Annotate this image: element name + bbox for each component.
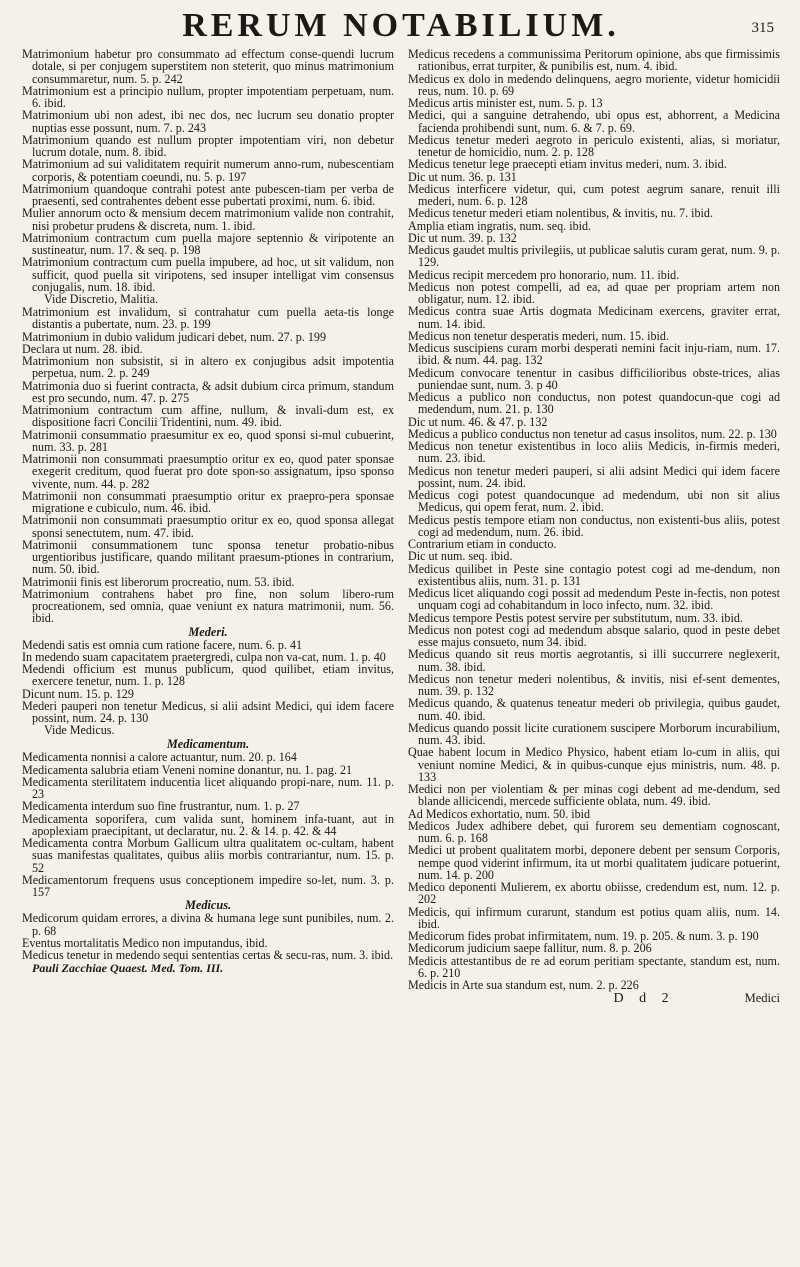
index-entry: Medicus cogi potest quandocunque ad medendum, ubi non sit alius Medicus, qui opem ferat, num. 2. ibid. bbox=[408, 488, 780, 515]
index-entry: Medicus quando possit licite curationem suscipere Morborum incurabilium, num. 43. ibid. bbox=[408, 720, 780, 747]
index-entry: Medicus a publico non conductus, non potest quandocun-que cogi ad medendum, num. 21. p. 130 bbox=[408, 390, 780, 417]
index-entry: Medicus tempore Pestis potest servire per substitutum, num. 33. ibid. bbox=[408, 610, 743, 625]
index-entry: Medicus non tenetur existentibus in loco aliis Medicis, in-firmis mederi, num. 23. ibid. bbox=[408, 439, 780, 466]
index-entry: Dic ut num. seq. ibid. bbox=[408, 549, 513, 564]
section-heading: Mederi. bbox=[188, 624, 228, 639]
index-entry: Medendi satis est omnia cum ratione facere, num. 6. p. 41 bbox=[22, 637, 303, 652]
index-entry: Medicus tenetur mederi etiam nolentibus, & invitis, nu. 7. ibid. bbox=[408, 206, 713, 221]
index-entry: Mederi pauperi non tenetur Medicus, si alii adsint Medici, qui idem facere possint, num. 24. p. 130 bbox=[22, 698, 394, 725]
index-entry: Matrimonii consummatio praesumitur ex eo, quod sponsi si-mul cubuerint, num. 33. p. 281 bbox=[22, 427, 394, 454]
index-entry: Medicus recipit mercedem pro honorario, num. 11. ibid. bbox=[408, 267, 680, 282]
index-entry: Matrimonium non subsistit, si in altero ex conjugibus adsit impotentia perpetua, num. 2. p. 249 bbox=[22, 354, 394, 381]
index-entry: Medicus quando, & quatenus teneatur mederi ob privilegia, quibus gaudet, num. 40. ibid. bbox=[408, 696, 780, 723]
index-entry: Matrimonium in dubio validum judicari debet, num. 27. p. 199 bbox=[22, 329, 326, 344]
index-entry: Matrimonii non consummati praesumptio oritur ex eo, quod sponsa allegat sponsi senectutem, num. 47. ibid. bbox=[22, 513, 394, 540]
index-entry: Medicamenta salubria etiam Veneni nomine donantur, nu. 1. pag. 21 bbox=[22, 762, 353, 777]
index-entry: Medici, qui a sanguine detrahendo, ubi opus est, abhorrent, a Medicina facienda prohibendi sunt, num. 6. & 7. p. 69. bbox=[408, 108, 780, 135]
index-entry: Amplia etiam ingratis, num. seq. ibid. bbox=[408, 218, 592, 233]
index-entry: Matrimonium ad sui validitatem requirit numerum anno-rum, nubescentiam corporis, & potentiam coeundi, nu. 5. p. 197 bbox=[22, 157, 394, 184]
section-heading: Medicus. bbox=[184, 898, 232, 913]
index-entry: Medicus non tenetur desperatis mederi, num. 15. ibid. bbox=[408, 328, 669, 343]
index-entry: Medici ut probent qualitatem morbi, deponere debent per sensum Corporis, nempe quod viderint infirmum, ita ut morbi qualitatem judicare potuerint, num. 14. p. 200 bbox=[408, 843, 780, 882]
index-entry: Matrimonium habetur pro consummato ad effectum conse-quendi lucrum dotale, si per conjugem superstitem non steterit, quo minus matrimonium consummaretur, num. 5. p. 242 bbox=[22, 47, 394, 86]
index-entry: Matrimonii finis est liberorum procreatio, num. 53. ibid. bbox=[22, 574, 295, 589]
index-entry: Matrimonium contractum cum affine, nullum, & invali-dum est, ex dispositione facri Concilii Tridentini, num. 49. ibid. bbox=[22, 403, 394, 430]
index-entry: Medicus suscipiens curam morbi desperati nemini facit inju-riam, num. 17. ibid. & num. 44. pag. 132 bbox=[408, 341, 780, 368]
index-entry: Medicamenta nonnisi a calore actuantur, num. 20. p. 164 bbox=[22, 750, 297, 765]
index-entry: Medicus non potest cogi ad medendum absque salario, quod in peste debet esse majus consueto, num 34. ibid. bbox=[408, 622, 780, 649]
index-entry: Medicis, qui infirmum curarunt, standum est potius quam aliis, num. 14. ibid. bbox=[408, 904, 780, 931]
index-entry: Quae habent locum in Medico Physico, habent etiam lo-cum in aliis, qui veniunt nomine Medici, & in quibus-cunque ejus ministris, num. 48. p. 133 bbox=[408, 745, 780, 784]
index-entry: Medicis attestantibus de re ad eorum peritiam spectante, standum est, num. 6. p. 210 bbox=[408, 953, 780, 980]
index-entry: Matrimonii consummationem tunc sponsa tenetur probatio-nibus urgentioribus justificare, quando militant praesum-ptiones in contrarium, num. 50. ibid. bbox=[22, 537, 394, 577]
index-entry: Medicus ex dolo in medendo delinquens, aegro moriente, videtur homicidii reus, num. 10. p. 69 bbox=[408, 71, 780, 98]
index-entry: Matrimonium quandoque contrahi potest ante pubescen-tiam per verba de praesenti, sed contrahentes debent esse pubertati proximi, num. 6. ibid. bbox=[22, 181, 394, 208]
index-entry: Ad Medicos exhortatio, num. 50. ibid bbox=[408, 806, 591, 821]
index-entry: Contrarium etiam in conducto. bbox=[408, 537, 557, 551]
index-entry: Medicus gaudet multis privilegiis, ut publicae salutis curam gerat, num. 9. p. 129. bbox=[408, 243, 780, 270]
index-entry: Medicus tenetur lege praecepti etiam invitus mederi, num. 3. ibid. bbox=[408, 157, 727, 172]
index-entry: Matrimonium est a principio nullum, propter impotentiam perpetuam, num. 6. ibid. bbox=[22, 83, 394, 110]
index-entry: Medicus licet aliquando cogi possit ad medendum Peste in-fectis, non potest unquam cogi ad cohabitandum in loco infecto, num. 32. ibid. bbox=[408, 586, 780, 613]
index-entry: Medicus interficere videtur, qui, cum potest aegrum sanare, renuit illi mederi, num. 6. p. 128 bbox=[408, 181, 780, 208]
index-entry: Medicum convocare tenentur in casibus difficilioribus obste-trices, alias puniendae sunt, num. 3. p 40 bbox=[408, 365, 780, 392]
volume-footer: Pauli Zacchiae Quaest. Med. Tom. III. bbox=[32, 961, 224, 976]
index-entry: Eventus mortalitatis Medico non imputandus, ibid. bbox=[22, 935, 268, 950]
cross-reference: Vide Medicus. bbox=[44, 723, 115, 738]
index-entry: Mulier annorum octo & mensium decem matrimonium valide non contrahit, nisi probetur prudens & discreta, num. 1. ibid. bbox=[22, 206, 394, 233]
signature-mark: D d 2 bbox=[613, 991, 675, 1007]
index-entry: Medicus non tenetur mederi nolentibus, & invitis, nisi ef-sent dementes, num. 39. p. 132 bbox=[408, 671, 780, 698]
index-entry: Matrimonium contractum cum puella impubere, ad hoc, ut sit validum, non sufficit, quod puella sit viripotens, sed insuper intelligat vim consensus conjugalis, num. 18. ibid. bbox=[22, 255, 394, 294]
index-entry: Matrimonium ubi non adest, ibi nec dos, nec lucrum seu donatio propter nuptias esse possunt, num. 7. p. 243 bbox=[22, 108, 394, 135]
index-entry: Medicis in Arte sua standum est, num. 2. p. 226 bbox=[408, 978, 639, 992]
index-entry: Medicus non potest compelli, ad ea, ad quae per propriam artem non obligatur, num. 12. ibid. bbox=[408, 279, 780, 306]
index-entry: Medicus artis minister est, num. 5. p. 13 bbox=[408, 96, 603, 110]
index-columns bbox=[22, 48, 780, 1006]
running-title: RERUM NOTABILIUM. bbox=[182, 7, 620, 44]
index-entry: Medicorum quidam errores, a divina & humana lege sunt punibiles, num. 2. p. 68 bbox=[22, 911, 394, 938]
index-entry: Dic ut num. 36. p. 131 bbox=[408, 169, 517, 184]
index-entry: Medicus a publico conductus non tenetur ad casus insolitos, num. 22. p. 130 bbox=[408, 426, 777, 441]
left-column bbox=[22, 48, 394, 1006]
section-heading: Medicamentum. bbox=[166, 737, 250, 752]
index-entry: Medicus non tenetur mederi pauperi, si alii adsint Medici qui idem facere possint, num. 24. ibid. bbox=[408, 463, 780, 490]
index-entry: In medendo suam capacitatem praetergredi, culpa non va-cat, num. 1. p. 40 bbox=[22, 649, 386, 664]
index-entry: Matrimonium contractum cum puella majore septennio & viripotente an sustineatur, num. 17. & seq. p. 198 bbox=[22, 230, 394, 257]
index-entry: Medico deponenti Mulierem, ex abortu obiisse, credendum est, num. 12. p. 202 bbox=[408, 880, 780, 907]
index-entry: Medicamenta soporifera, cum valida sunt, hominem infa-tuant, aut in apoplexiam praecipitant, ut declaratur, nu. 2. & 14. p. 42. & 44 bbox=[22, 811, 394, 838]
index-entry: Medicus quando sit reus mortis aegrotantis, si illi succurrere neglexerit, num. 38. ibid. bbox=[408, 647, 780, 674]
index-entry: Medicos Judex adhibere debet, qui furorem seu dementiam cognoscant, num. 6. p. 168 bbox=[408, 818, 780, 845]
index-entry: Medicorum fides probat infirmitatem, num. 19. p. 205. & num. 3. p. 190 bbox=[408, 929, 759, 943]
index-entry: Dic ut num. 46. & 47. p. 132 bbox=[408, 414, 548, 429]
page-header bbox=[22, 6, 780, 48]
right-column bbox=[408, 48, 780, 1006]
index-entry: Matrimonium est invalidum, si contrahatur cum puella aeta-tis longe distantis a pubertate, num. 23. p. 199 bbox=[22, 305, 394, 332]
index-entry: Dicunt num. 15. p. 129 bbox=[22, 686, 134, 701]
index-entry: Medicorum judicium saepe fallitur, num. 8. p. 206 bbox=[408, 941, 652, 956]
index-entry: Dic ut num. 39. p. 132 bbox=[408, 230, 517, 245]
index-entry: Medicamenta sterilitatem inducentia licet aliquando propi-nare, num. 11. p. 23 bbox=[22, 774, 394, 801]
page-number: 315 bbox=[751, 20, 774, 36]
index-entry: Matrimonii non consummati praesumptio oritur ex praepro-pera sponsae migratione e cubiculo, num. 46. ibid. bbox=[22, 488, 394, 515]
index-entry: Matrimonium quando est nullum propter impotentiam viri, non debetur lucrum dotale, num. 8. ibid. bbox=[22, 132, 394, 159]
index-entry: Medici non per violentiam & per minas cogi debent ad me-dendum, sed blande allicicendi, mercede sufficiente oblata, num. 49. ibid. bbox=[408, 782, 780, 809]
index-entry: Matrimonium contrahens habet pro fine, non solum libero-rum procreationem, sed omnia, quae veniunt ex natura matrimonii, num. 56. ibid. bbox=[22, 586, 394, 626]
index-entry: Medicus pestis tempore etiam non conductus, non existenti-bus aliis, potest cogi ad medendum, num. 26. ibid. bbox=[408, 512, 780, 539]
index-entry: Medicus quilibet in Peste sine contagio potest cogi ad me-dendum, non existentibus aliis, num. 31. p. 131 bbox=[408, 561, 780, 588]
index-entry: Medicus tenetur mederi aegroto in periculo existenti, alias, si moriatur, tenetur de homicidio, num. 2. p. 128 bbox=[408, 132, 780, 159]
index-entry: Medicus contra suae Artis dogmata Medicinam exercens, graviter errat, num. 14. ibid. bbox=[408, 304, 780, 331]
index-entry: Medicamentorum frequens usus conceptionem impedire so-let, num. 3. p. 157 bbox=[22, 872, 394, 899]
signature-line bbox=[408, 991, 780, 1006]
index-entry: Medicamenta contra Morbum Gallicum ultra qualitatem oc-cultam, habent suas manifestas qualitates, quibus aliis morbis contrariantur, num. 15. p. 52 bbox=[22, 836, 394, 875]
index-entry: Declara ut num. 28. ibid. bbox=[22, 341, 143, 356]
index-entry: Matrimonia duo si fuerint contracta, & adsit dubium circa primum, standum est pro secundo, num. 47. p. 275 bbox=[22, 378, 394, 405]
index-entry: Medicamenta interdum suo fine frustrantur, num. 1. p. 27 bbox=[22, 799, 300, 814]
cross-reference: Vide Discretio, Malitia. bbox=[44, 292, 159, 306]
catchword: Medici bbox=[744, 991, 780, 1006]
index-entry: Medicus recedens a communissima Peritorum opinione, abs que firmissimis rationibus, errat turpiter, & punibilis est, num. 4. ibid. bbox=[408, 47, 780, 74]
index-entry: Matrimonii non consummati praesumptio oritur ex eo, quod pater sponsae exegerit creditum, quod fuerat pro dote spon-so assignatum, ipso sponso vivente, num. 44. p. 282 bbox=[22, 452, 394, 491]
index-entry: Medendi officium est munus publicum, quod quilibet, etiam invitus, exercere tenetur, num. 1. p. 128 bbox=[22, 662, 394, 689]
index-entry: Medicus tenetur in medendo sequi sententias certas & secu-ras, num. 3. ibid. bbox=[22, 948, 394, 962]
